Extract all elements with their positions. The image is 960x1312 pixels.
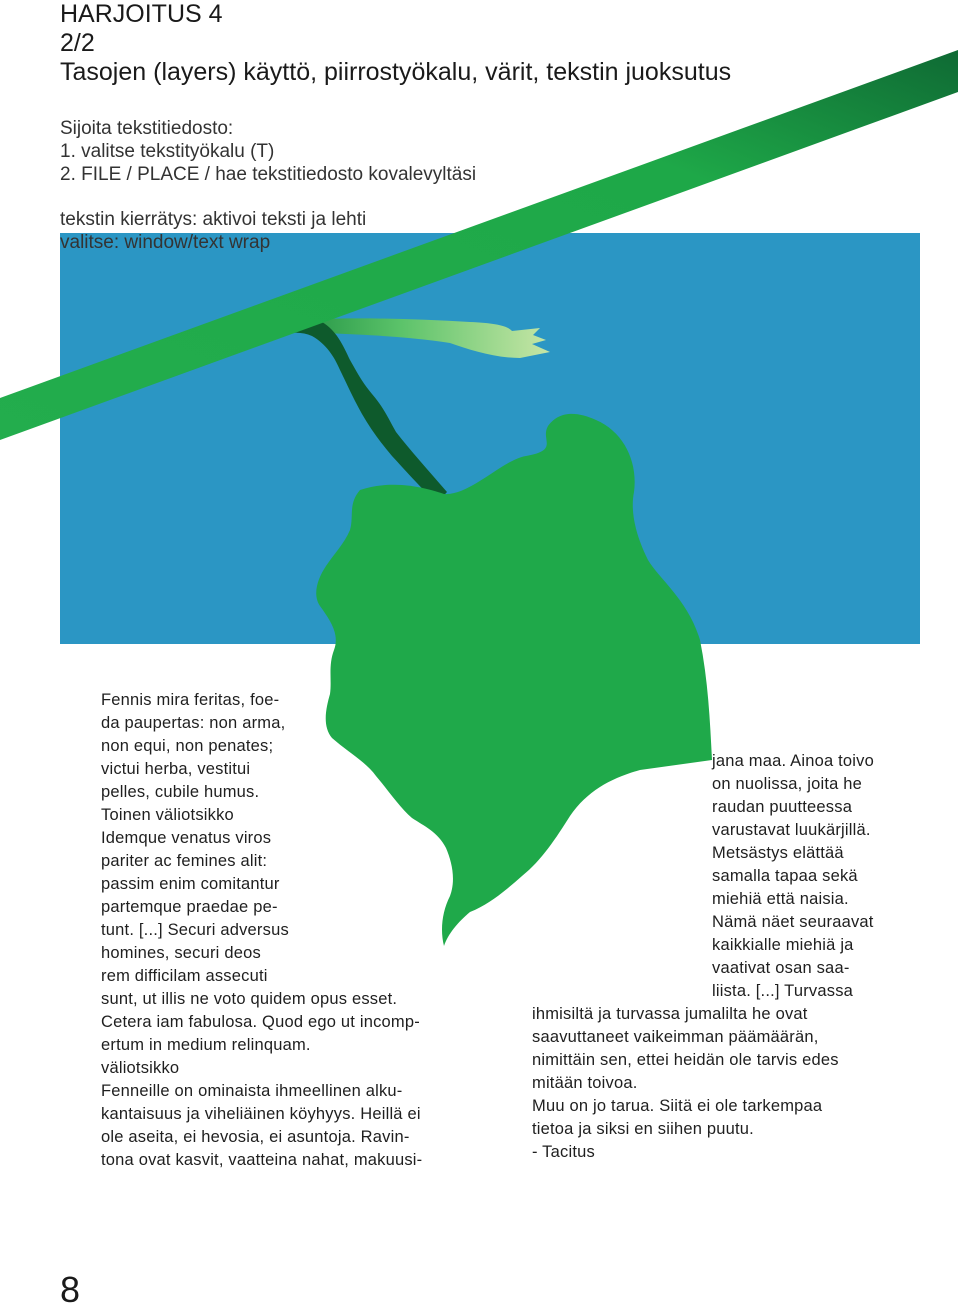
text-line: victui herba, vestitui [101, 760, 251, 778]
body-text-right-wide [532, 1003, 839, 1164]
text-line: tunt. [...] Securi adversus [101, 921, 289, 939]
text-line: sunt, ut illis ne voto quidem opus esset. [101, 990, 398, 1008]
text-line: nimittäin sen, ettei heidän ole tarvis edes [532, 1051, 839, 1069]
text-line: vaativat osan saa- [712, 959, 850, 977]
text-line: jana maa. Ainoa toivo [712, 752, 874, 770]
text-line: saavuttaneet vaikeimman päämäärän, [532, 1028, 819, 1046]
text-line: non equi, non penates; [101, 737, 274, 755]
instruction-line: 2. FILE / PLACE / hae tekstitiedosto kovalevyltäsi [60, 164, 477, 185]
text-line: liista. [...] Turvassa [712, 982, 854, 1000]
text-line: homines, securi deos [101, 944, 261, 962]
text-line: pelles, cubile humus. [101, 783, 260, 801]
text-line: rem difficilam assecuti [101, 967, 268, 985]
body-text-left [101, 689, 422, 1172]
body-text-right-narrow [712, 750, 874, 1003]
instruction-line: valitse: window/text wrap [60, 232, 271, 253]
text-line: varustavat luukärjillä. [712, 821, 871, 839]
page-header [60, 0, 731, 87]
wrap-instructions [60, 208, 366, 254]
text-line: Idemque venatus viros [101, 829, 272, 847]
attribution: - Tacitus [532, 1143, 595, 1161]
text-line: Cetera iam fabulosa. Quod ego ut incomp- [101, 1013, 420, 1031]
text-line: ole aseita, ei hevosia, ei asuntoja. Ravin- [101, 1128, 410, 1146]
page-indicator: 2/2 [60, 29, 95, 57]
text-line: tietoa ja siksi en siihen puutu. [532, 1120, 754, 1138]
text-line: tona ovat kasvit, vaatteina nahat, makuusi- [101, 1151, 423, 1169]
text-line: samalla tapaa sekä [712, 867, 858, 885]
instruction-line: Sijoita tekstitiedosto: [60, 118, 234, 139]
text-line: miehiä että naisia. [712, 890, 849, 908]
text-line: Fennis mira feritas, foe- [101, 691, 280, 709]
instruction-line: 1. valitse tekstityökalu (T) [60, 141, 275, 162]
text-line: on nuolissa, joita he [712, 775, 863, 793]
page-number: 8 [60, 1269, 81, 1310]
exercise-subtitle: Tasojen (layers) käyttö, piirrostyökalu, värit, tekstin juoksutus [60, 58, 732, 86]
text-line: da paupertas: non arma, [101, 714, 286, 732]
place-instructions [60, 117, 476, 186]
subheading: väliotsikko [101, 1059, 180, 1077]
text-line: Muu on jo tarua. Siitä ei ole tarkempaa [532, 1097, 823, 1115]
text-line: passim enim comitantur [101, 875, 280, 893]
text-line: ertum in medium relinquam. [101, 1036, 311, 1054]
text-line: ihmisiltä ja turvassa jumalilta he ovat [532, 1005, 808, 1023]
text-line: kantaisuus ja viheliäinen köyhyys. Heillä ei [101, 1105, 421, 1123]
text-line: Nämä näet seuraavat [712, 913, 874, 931]
subheading: Toinen väliotsikko [101, 806, 234, 824]
text-line: mitään toivoa. [532, 1074, 638, 1092]
text-line: partemque praedae pe- [101, 898, 278, 916]
exercise-title: HARJOITUS 4 [60, 0, 223, 28]
text-line: kaikkialle miehiä ja [712, 936, 854, 954]
text-line: pariter ac femines alit: [101, 852, 268, 870]
text-line: Metsästys elättää [712, 844, 844, 862]
text-line: raudan puutteessa [712, 798, 853, 816]
text-line: Fenneille on ominaista ihmeellinen alku- [101, 1082, 403, 1100]
instruction-line: tekstin kierrätys: aktivoi teksti ja lehti [60, 209, 367, 230]
